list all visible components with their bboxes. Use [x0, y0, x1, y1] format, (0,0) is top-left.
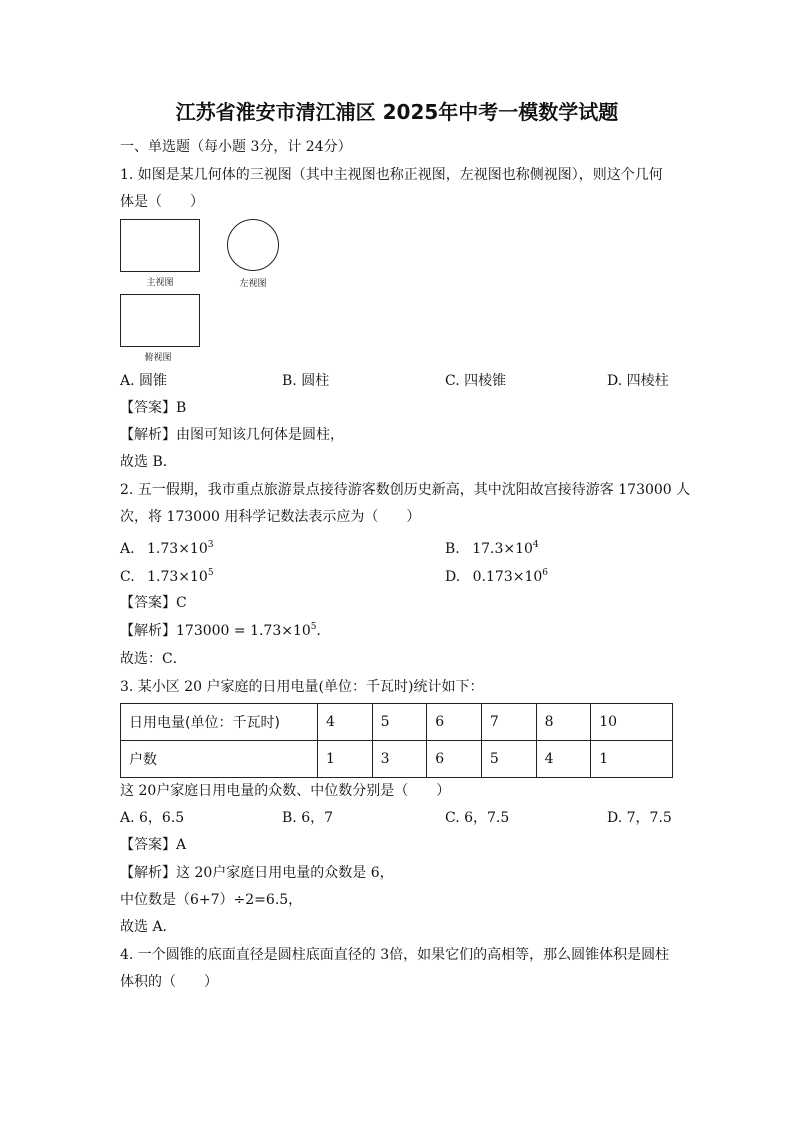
q2-conclusion: 故选：C．: [120, 651, 187, 667]
q3-median: 中位数是（6+7）÷2=6.5，: [120, 892, 303, 908]
q2-option-b-label: B.: [445, 541, 460, 557]
q1-conclusion: 故选 B．: [120, 454, 177, 470]
q2-analysis: [120, 622, 331, 640]
table-cell: 10: [591, 704, 673, 741]
table-cell: 6: [427, 704, 482, 741]
q1-stem-line2: 体是（ ）: [120, 194, 204, 210]
q2-option-b: [445, 540, 539, 558]
q4-stem-line2: 体积的（ ）: [120, 974, 218, 990]
q2-option-d-label: D.: [445, 569, 461, 585]
q2-option-d: [445, 568, 548, 586]
q3-question: 这 20户家庭日用电量的众数、中位数分别是（ ）: [120, 783, 451, 799]
q2-option-a: [120, 540, 213, 558]
q2-answer: 【答案】C: [120, 595, 187, 611]
table-cell: 1: [318, 741, 373, 778]
q2-option-b-base: 17.3×10: [472, 541, 533, 557]
table-cell: 3: [372, 741, 427, 778]
section-heading: 一、单选题（每小题 3分，计 24分）: [120, 139, 352, 155]
table-cell: 4: [536, 741, 591, 778]
q1-answer: 【答案】B: [120, 400, 187, 416]
q3-conclusion: 故选 A．: [120, 919, 177, 935]
q1-analysis: 【解析】由图可知该几何体是圆柱，: [120, 427, 344, 443]
front-view-rectangle: [120, 219, 200, 272]
q1-stem-line1: 1. 如图是某几何体的三视图（其中主视图也称正视图，左视图也称侧视图），则这个几何: [120, 167, 663, 183]
q2-analysis-expression: 173000 = 1.73×10: [176, 623, 311, 639]
table-cell: 户数: [121, 741, 318, 778]
q2-stem-line2: 次，将 173000 用科学记数法表示应为（ ）: [120, 509, 421, 525]
top-view-rectangle: [120, 294, 200, 347]
q1-option-a: A. 圆锥: [120, 373, 168, 389]
q2-option-c-label: C.: [120, 569, 135, 585]
q2-analysis-exponent: 5: [310, 622, 317, 632]
table-cell: 7: [481, 704, 536, 741]
q2-option-c-base: 1.73×10: [147, 569, 208, 585]
left-view-caption: 左视图: [239, 279, 267, 289]
left-view-circle: [227, 219, 279, 271]
q1-option-b: B. 圆柱: [282, 373, 330, 389]
table-row: [121, 704, 673, 741]
q2-analysis-prefix: 【解析】: [120, 623, 176, 639]
q2-option-c-exp: 5: [207, 568, 214, 578]
page-title: 江苏省淮安市清江浦区 2025年中考一模数学试题: [175, 100, 619, 124]
table-cell: 日用电量(单位：千瓦时): [121, 704, 318, 741]
q2-option-a-exp: 3: [207, 540, 214, 550]
table-cell: 5: [372, 704, 427, 741]
table-row: [121, 741, 673, 778]
q3-option-a: A. 6，6.5: [120, 810, 185, 826]
q2-option-d-base: 0.173×10: [472, 569, 543, 585]
q2-option-d-exp: 6: [542, 568, 548, 578]
q2-option-a-label: A.: [120, 541, 135, 557]
q3-analysis: 【解析】这 20户家庭日用电量的众数是 6，: [120, 865, 394, 881]
q3-option-c: C. 6，7.5: [445, 810, 510, 826]
table-cell: 6: [427, 741, 482, 778]
top-view-caption: 俯视图: [144, 353, 172, 363]
q1-option-c: C. 四棱锥: [445, 373, 507, 389]
q3-answer: 【答案】A: [120, 837, 187, 853]
q4-stem-line1: 4. 一个圆锥的底面直径是圆柱底面直径的 3倍，如果它们的高相等，那么圆锥体积是圆柱: [120, 947, 670, 963]
q2-option-b-exp: 4: [532, 540, 539, 550]
q1-option-d: D. 四棱柱: [607, 373, 669, 389]
q2-stem-line1: 2. 五一假期，我市重点旅游景点接待游客数创历史新高，其中沈阳故宫接待游客 173000 人: [120, 482, 691, 498]
q3-option-b: B. 6，7: [282, 810, 334, 826]
q3-stem: 3. 某小区 20 户家庭的日用电量(单位：千瓦时)统计如下：: [120, 679, 484, 695]
table-cell: 8: [536, 704, 591, 741]
electricity-usage-table: [120, 703, 673, 778]
table-cell: 4: [318, 704, 373, 741]
q2-option-c: [120, 568, 214, 586]
front-view-caption: 主视图: [146, 278, 174, 288]
q2-analysis-suffix: ．: [316, 623, 331, 639]
q3-option-d: D. 7，7.5: [607, 810, 672, 826]
q2-option-a-base: 1.73×10: [147, 541, 208, 557]
table-cell: 1: [591, 741, 673, 778]
table-cell: 5: [481, 741, 536, 778]
